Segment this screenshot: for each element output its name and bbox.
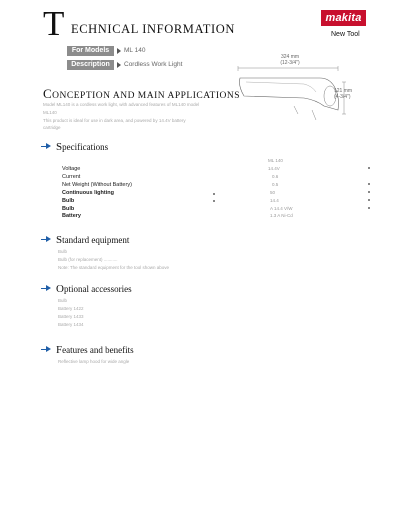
list-item: Bulb [58,298,68,303]
spec-marker [213,193,215,195]
arrow-right-icon [117,62,121,68]
makita-logo: makita [321,10,366,26]
spec-value: 1.3 A Ni-Cd [270,213,293,218]
spec-label: Continuous lighting [62,190,114,196]
spec-marker [368,191,370,193]
list-item: Bulb (for replacement) ........... [58,257,118,262]
spec-value: A 14.4 V/W [270,206,293,211]
standard-equipment-heading: Standard equipment [46,234,129,246]
title-initial: T [43,4,65,43]
list-item: Note: The standard equipment for the tool shown above [58,265,169,270]
optional-accessories-heading: Optional accessories [46,283,132,295]
length-in: (12-3/4") [280,60,300,66]
arrow-icon [46,143,51,149]
spec-value: 50 [270,190,276,195]
concept-heading: CONCEPTION AND MAIN APPLICATIONS [43,86,241,101]
arrow-icon [46,236,51,242]
spec-marker [368,167,370,169]
features-heading: Features and benefits [46,344,134,356]
arrow-right-icon [117,48,121,54]
spec-label: Bulb [62,198,75,204]
spec-marker [368,199,370,201]
page-title: ECHNICAL INFORMATION [71,22,235,36]
concept-line-3: This product is ideal for use in dark area, and powered by 14.4V battery [43,118,186,123]
length-mm: 324 mm [280,54,300,60]
specifications-heading: Specifications [46,141,108,153]
list-item: Battery 1433 [58,314,84,319]
concept-line-2: ML140 [43,110,57,115]
spec-label: Voltage [62,166,81,172]
list-item: Reflective lamp hood for wide angle [58,359,130,364]
description-tag: Description [67,60,114,70]
spec-value: 0.6 [272,174,279,179]
spec-model-header: ML 140 [268,158,283,163]
description-value: Cordless Work Light [124,61,183,68]
spec-marker [368,207,370,209]
spec-label: Net Weight (Without Battery) [62,182,132,188]
for-models-tag: For Models [67,46,114,56]
height-mm: 121 mm [334,88,353,94]
spec-label: Bulb [62,206,75,212]
list-item: Bulb [58,249,68,254]
concept-line-1: Model ML140 is a cordless work light, with advanced features of ML140 model [43,102,200,107]
concept-line-4: cartridge [43,125,61,130]
list-item: Battery 1422 [58,306,84,311]
length-dimension [268,54,312,66]
spec-label: Battery [62,213,81,219]
spec-value: 14.4 [270,198,279,203]
spec-value: 0.5 [272,182,279,187]
spec-label: Current [62,174,81,180]
models-value: ML 140 [124,47,146,54]
spec-marker [368,183,370,185]
list-item: Battery 1434 [58,322,84,327]
height-dimension [334,88,364,100]
spec-value: 14.4V [268,166,280,171]
arrow-icon [46,285,51,291]
height-in: (4-3/4") [334,94,351,100]
new-tool-badge: New Tool [331,31,360,38]
arrow-icon [46,346,51,352]
spec-marker [213,200,215,202]
